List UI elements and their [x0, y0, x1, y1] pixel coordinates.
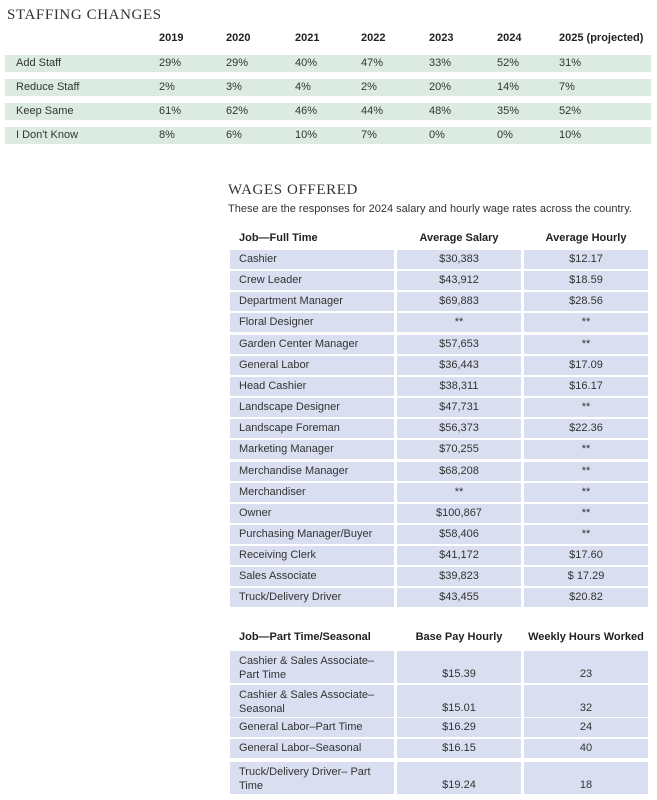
- job-cell: [230, 483, 394, 502]
- staffing-row-label: Reduce Staff: [16, 81, 80, 93]
- value-cell: [397, 313, 521, 332]
- value-text: $17.60: [569, 549, 603, 562]
- value-text: $12.17: [569, 253, 603, 265]
- value-cell: [524, 271, 648, 290]
- job-title: Marketing Manager: [239, 443, 334, 456]
- value-cell: [397, 685, 521, 717]
- table-row: [230, 377, 648, 396]
- value-text: $58,406: [439, 527, 479, 540]
- value-text: $68,208: [439, 464, 479, 477]
- value-cell: [397, 462, 521, 481]
- value-text: $70,255: [439, 443, 479, 456]
- value-text: $43,455: [439, 591, 479, 604]
- value-cell: [524, 546, 648, 565]
- job-title: General Labor–Seasonal: [239, 742, 362, 754]
- job-cell: [230, 292, 394, 311]
- job-cell: [230, 567, 394, 586]
- value-text: **: [581, 443, 591, 456]
- value-cell: [524, 588, 648, 607]
- job-title: Receiving Clerk: [239, 549, 317, 562]
- staffing-cell: 0%: [497, 129, 513, 141]
- job-title: Crew Leader: [239, 274, 302, 287]
- job-title: Landscape Foreman: [239, 422, 340, 435]
- value-cell: [524, 313, 648, 332]
- job-title: Truck/Delivery Driver: [239, 591, 342, 604]
- value-text: 18: [579, 779, 593, 791]
- staffing-cell: 8%: [159, 129, 175, 141]
- staffing-cell: 35%: [497, 105, 520, 117]
- value-cell: [524, 525, 648, 544]
- value-cell: [524, 377, 648, 396]
- value-text: $15.01: [442, 702, 476, 714]
- staffing-cell: 47%: [361, 57, 384, 69]
- value-cell: [524, 651, 648, 683]
- table-row: [230, 356, 648, 375]
- table-row: [230, 462, 648, 481]
- value-cell: [397, 762, 521, 794]
- wages-title: WAGES OFFERED: [228, 182, 358, 198]
- job-title: Landscape Designer: [239, 401, 340, 414]
- value-text: $36,443: [439, 358, 479, 371]
- job-title: Sales Associate: [239, 570, 317, 583]
- job-title: Cashier: [239, 253, 277, 265]
- job-cell: [230, 588, 394, 607]
- table-row: [230, 546, 648, 565]
- job-title: Owner: [239, 506, 272, 519]
- value-cell: [397, 419, 521, 438]
- job-title: Garden Center Manager: [239, 337, 359, 350]
- table-row: [230, 440, 648, 459]
- value-cell: [524, 250, 648, 269]
- job-title: Purchasing Manager/Buyer: [239, 527, 373, 540]
- value-text: $ 17.29: [567, 570, 605, 583]
- staffing-col-header: 2024: [497, 32, 522, 44]
- staffing-row: [5, 103, 651, 120]
- staffing-col-header: 2020: [226, 32, 251, 44]
- table-row: [230, 271, 648, 290]
- staffing-cell: 3%: [226, 81, 242, 93]
- job-cell: [230, 739, 394, 758]
- table-row: [230, 718, 648, 737]
- value-text: **: [581, 337, 591, 350]
- staffing-cell: 29%: [159, 57, 182, 69]
- staffing-cell: 33%: [429, 57, 452, 69]
- staffing-cell: 14%: [497, 81, 520, 93]
- value-cell: [397, 546, 521, 565]
- part-time-header-row: [230, 631, 648, 647]
- value-text: $69,883: [439, 295, 479, 308]
- value-text: $22.36: [569, 422, 603, 435]
- job-cell: [230, 718, 394, 737]
- value-cell: [524, 762, 648, 794]
- job-cell: [230, 651, 394, 683]
- job-cell: [230, 462, 394, 481]
- value-text: $28.56: [569, 295, 603, 308]
- value-cell: [397, 292, 521, 311]
- job-cell: [230, 762, 394, 794]
- staffing-cell: 62%: [226, 105, 249, 117]
- value-text: $20.82: [569, 591, 603, 604]
- value-text: $30,383: [439, 253, 479, 265]
- staffing-cell: 10%: [559, 129, 582, 141]
- table-row: [230, 504, 648, 523]
- staffing-row: [5, 127, 651, 144]
- job-cell: [230, 356, 394, 375]
- table-row: [230, 525, 648, 544]
- value-cell: [524, 419, 648, 438]
- staffing-cell: 6%: [226, 129, 242, 141]
- job-title: Merchandiser: [239, 485, 306, 498]
- table-row: [230, 651, 648, 683]
- table-row: [230, 335, 648, 354]
- job-title: Cashier & Sales Associate– Part Time: [239, 655, 375, 681]
- staffing-col-header: 2025 (projected): [559, 32, 644, 44]
- value-cell: [524, 398, 648, 417]
- staffing-title: STAFFING CHANGES: [7, 7, 162, 23]
- value-cell: [524, 483, 648, 502]
- value-text: $47,731: [439, 401, 479, 414]
- staffing-cell: 7%: [361, 129, 377, 141]
- value-cell: [397, 356, 521, 375]
- value-cell: [524, 504, 648, 523]
- value-cell: [397, 718, 521, 737]
- staffing-cell: 4%: [295, 81, 311, 93]
- staffing-cell: 31%: [559, 57, 582, 69]
- value-text: $16.15: [442, 742, 476, 754]
- value-text: $17.09: [569, 358, 603, 371]
- value-text: $16.17: [569, 379, 603, 392]
- table-row: [230, 685, 648, 717]
- job-cell: [230, 271, 394, 290]
- value-text: **: [581, 401, 591, 414]
- value-text: $18.59: [569, 274, 603, 287]
- value-cell: [524, 335, 648, 354]
- value-cell: [524, 718, 648, 737]
- job-cell: [230, 398, 394, 417]
- job-cell: [230, 335, 394, 354]
- staffing-row-label: Keep Same: [16, 105, 74, 117]
- staffing-cell: 2%: [159, 81, 175, 93]
- part-time-job-header: Job—Part Time/Seasonal: [239, 631, 371, 643]
- value-cell: [524, 356, 648, 375]
- value-cell: [397, 504, 521, 523]
- job-title: Head Cashier: [239, 379, 307, 392]
- value-text: 23: [579, 668, 593, 680]
- job-title: Floral Designer: [239, 316, 314, 329]
- job-title: Department Manager: [239, 295, 343, 308]
- value-cell: [397, 398, 521, 417]
- staffing-cell: 7%: [559, 81, 575, 93]
- table-row: [230, 398, 648, 417]
- value-text: **: [454, 316, 464, 329]
- job-title: General Labor–Part Time: [239, 721, 363, 733]
- staffing-cell: 52%: [559, 105, 582, 117]
- table-row: [230, 250, 648, 269]
- staffing-cell: 48%: [429, 105, 452, 117]
- value-text: 32: [579, 702, 593, 714]
- job-cell: [230, 440, 394, 459]
- job-cell: [230, 377, 394, 396]
- job-cell: [230, 250, 394, 269]
- job-cell: [230, 685, 394, 717]
- job-title: Merchandise Manager: [239, 464, 349, 477]
- job-cell: [230, 546, 394, 565]
- value-cell: [397, 335, 521, 354]
- staffing-cell: 0%: [429, 129, 445, 141]
- value-cell: [397, 377, 521, 396]
- staffing-row-label: Add Staff: [16, 57, 62, 69]
- value-text: $39,823: [439, 570, 479, 583]
- average-hourly-header: Average Hourly: [545, 232, 627, 244]
- staffing-cell: 29%: [226, 57, 249, 69]
- value-text: **: [581, 506, 591, 519]
- value-cell: [397, 525, 521, 544]
- value-cell: [397, 483, 521, 502]
- job-title: Cashier & Sales Associate– Seasonal: [239, 689, 375, 715]
- staffing-row-label: I Don't Know: [16, 129, 79, 141]
- value-text: $19.24: [442, 779, 476, 791]
- table-row: [230, 588, 648, 607]
- value-text: **: [581, 527, 591, 540]
- staffing-col-header: 2021: [295, 32, 320, 44]
- value-text: $38,311: [439, 379, 479, 392]
- full-time-header-row: [230, 232, 648, 248]
- value-cell: [524, 462, 648, 481]
- staffing-cell: 20%: [429, 81, 452, 93]
- value-text: **: [581, 464, 591, 477]
- value-text: $57,653: [439, 337, 479, 350]
- staffing-cell: 10%: [295, 129, 318, 141]
- value-cell: [397, 250, 521, 269]
- staffing-col-header: 2022: [361, 32, 386, 44]
- value-cell: [524, 292, 648, 311]
- value-cell: [397, 440, 521, 459]
- value-text: $16.29: [442, 721, 476, 733]
- staffing-row: [5, 79, 651, 96]
- value-text: $15.39: [442, 668, 476, 680]
- table-row: [230, 292, 648, 311]
- value-text: $43,912: [439, 274, 479, 287]
- staffing-cell: 44%: [361, 105, 384, 117]
- staffing-cell: 61%: [159, 105, 182, 117]
- value-cell: [397, 588, 521, 607]
- value-cell: [397, 651, 521, 683]
- job-title: Truck/Delivery Driver– Part Time: [239, 766, 371, 792]
- staffing-cell: 2%: [361, 81, 377, 93]
- value-cell: [524, 739, 648, 758]
- base-pay-hourly-header: Base Pay Hourly: [415, 631, 503, 643]
- staffing-cell: 46%: [295, 105, 318, 117]
- value-text: $56,373: [439, 422, 479, 435]
- value-cell: [524, 685, 648, 717]
- staffing-row: [5, 55, 651, 72]
- value-cell: [524, 440, 648, 459]
- weekly-hours-header: Weekly Hours Worked: [528, 631, 644, 643]
- value-text: $100,867: [436, 506, 482, 519]
- job-cell: [230, 313, 394, 332]
- staffing-col-header: 2023: [429, 32, 454, 44]
- value-text: $41,172: [439, 549, 479, 562]
- staffing-col-header: 2019: [159, 32, 184, 44]
- value-text: 40: [579, 742, 593, 754]
- job-cell: [230, 504, 394, 523]
- value-text: **: [454, 485, 464, 498]
- value-text: **: [581, 485, 591, 498]
- wages-subtitle: These are the responses for 2024 salary and hourly wage rates across the country.: [228, 203, 632, 215]
- job-cell: [230, 419, 394, 438]
- job-title: General Labor: [239, 358, 310, 371]
- table-row: [230, 739, 648, 758]
- job-cell: [230, 525, 394, 544]
- table-row: [230, 419, 648, 438]
- table-row: [230, 313, 648, 332]
- table-row: [230, 483, 648, 502]
- value-text: **: [581, 316, 591, 329]
- value-text: 24: [579, 721, 593, 733]
- value-cell: [397, 567, 521, 586]
- value-cell: [397, 271, 521, 290]
- value-cell: [397, 739, 521, 758]
- staffing-header-row: [5, 32, 651, 46]
- table-row: [230, 567, 648, 586]
- full-time-job-header: Job—Full Time: [239, 232, 318, 244]
- value-cell: [524, 567, 648, 586]
- average-salary-header: Average Salary: [419, 232, 499, 244]
- staffing-cell: 40%: [295, 57, 318, 69]
- table-row: [230, 762, 648, 794]
- staffing-cell: 52%: [497, 57, 520, 69]
